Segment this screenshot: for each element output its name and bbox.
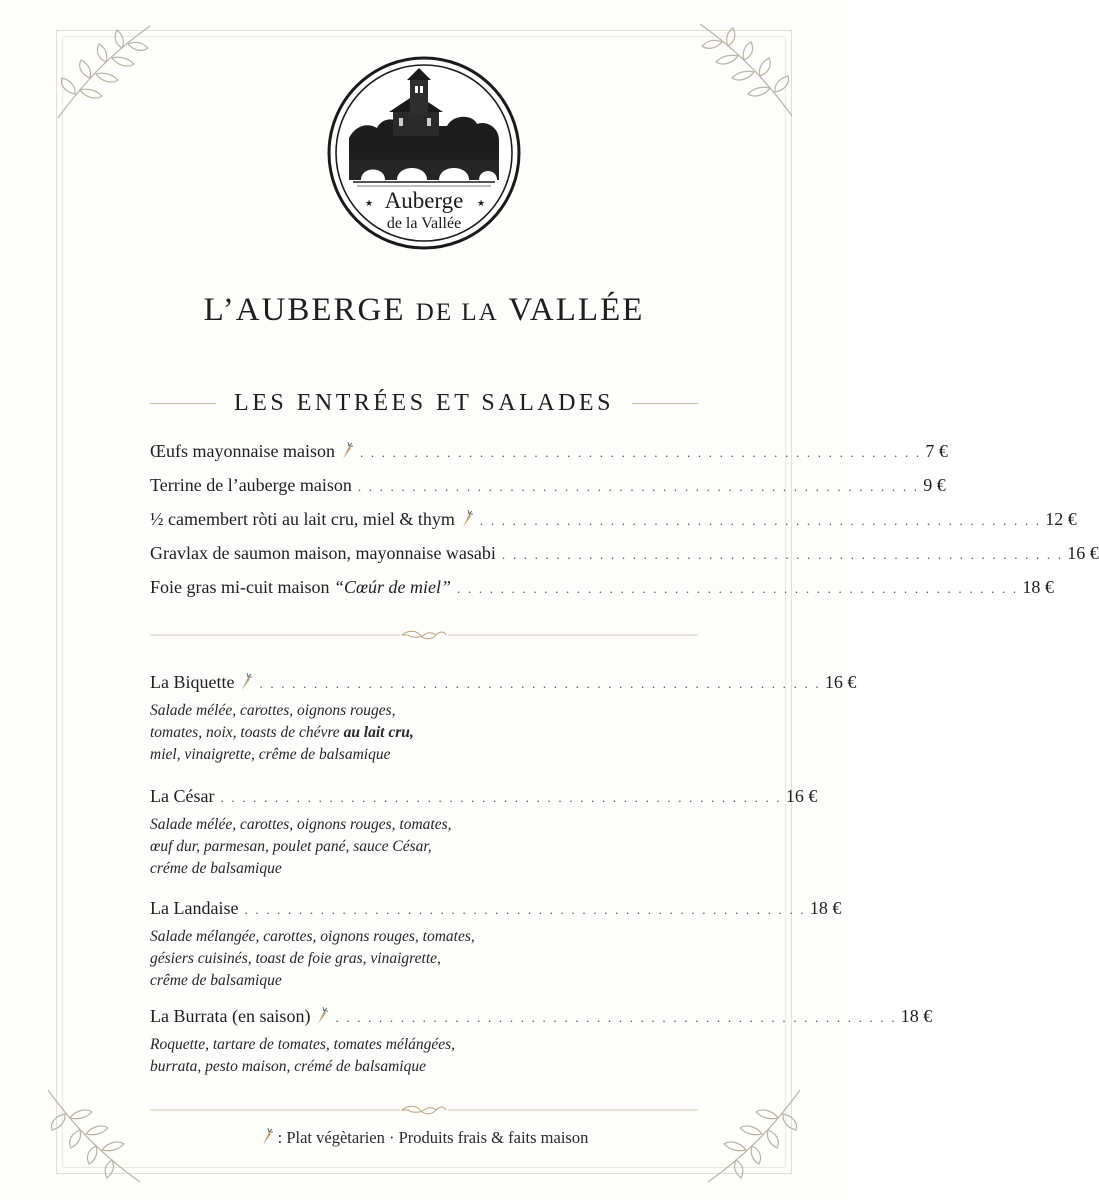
ornamental-divider	[150, 1104, 698, 1116]
title-part-3: VALLÉE	[508, 292, 645, 328]
item-name-text: La César	[150, 786, 215, 806]
heading-rule-right	[632, 403, 698, 404]
menu-item-salad	[150, 898, 842, 924]
page-title	[0, 292, 848, 329]
item-name	[150, 672, 253, 693]
leader-dots: . . . . . . . . . . . . . . . . . . . . . . . . . . . . . . . . . . . . . . . . . . . . . . . . . . . .	[335, 1010, 897, 1025]
item-name-text: La Burrata (en saison)	[150, 1006, 311, 1026]
item-name-text: La Landaise	[150, 898, 239, 918]
description-text: tomates, noix, toasts de chévre	[150, 724, 340, 741]
menu-item-entree	[150, 543, 1099, 569]
carrot-icon	[340, 442, 354, 460]
item-name	[150, 441, 354, 462]
item-name	[150, 1006, 329, 1027]
item-description	[150, 700, 570, 766]
item-price: 9 €	[923, 475, 946, 495]
item-price: 12 €	[1045, 509, 1077, 529]
item-description	[150, 926, 570, 992]
footer-text: : Plat végètarien · Produits frais & faits maison	[277, 1128, 589, 1147]
menu-item-entree	[150, 475, 946, 501]
carrot-icon	[315, 1007, 329, 1025]
item-name-text: Terrine de l’auberge maison	[150, 475, 352, 495]
ornamental-divider	[150, 629, 698, 641]
item-name-text: Œufs mayonnaise maison	[150, 441, 335, 461]
section-heading-text: LES ENTRÉES ET SALADES	[234, 389, 614, 416]
item-name	[150, 577, 451, 598]
leader-dots: . . . . . . . . . . . . . . . . . . . . . . . . . . . . . . . . . . . . . . . . . . . . . . . . . . . .	[357, 479, 920, 494]
svg-text:★: ★	[365, 199, 374, 209]
leader-dots: . . . . . . . . . . . . . . . . . . . . . . . . . . . . . . . . . . . . . . . . . . . . . . . . . . . .	[220, 790, 782, 805]
item-description	[150, 814, 570, 880]
carrot-icon	[260, 1128, 274, 1146]
menu-item-salad	[150, 1006, 933, 1032]
description-line: burrata, pesto maison, crémé de balsamique	[150, 1058, 426, 1075]
section-heading	[150, 388, 698, 418]
item-price: 16 €	[1067, 543, 1099, 563]
item-price: 16 €	[785, 786, 818, 806]
item-description	[150, 1034, 570, 1078]
laurel-branch-icon	[50, 18, 160, 128]
logo-text-line1: Auberge	[384, 188, 464, 213]
menu-item-salad	[150, 786, 818, 812]
svg-text:★: ★	[477, 199, 486, 209]
item-name	[150, 543, 496, 564]
description-line: Salade mélée, carottes, oignons rouges,	[150, 702, 396, 719]
item-price: 18 €	[900, 1006, 933, 1026]
description-line: gésiers cuisinés, toast de foie gras, vinaigrette,	[150, 950, 441, 967]
item-name-text: ½ camembert ròti au lait cru, miel & thym	[150, 509, 455, 529]
leader-dots: . . . . . . . . . . . . . . . . . . . . . . . . . . . . . . . . . . . . . . . . . . . . . . . . . . . .	[457, 581, 1019, 596]
description-line: Roquette, tartare de tomates, tomates mélángées,	[150, 1036, 456, 1053]
description-line	[150, 722, 570, 744]
menu-item-entree	[150, 577, 1054, 603]
item-price: 16 €	[824, 672, 857, 692]
leader-dots: . . . . . . . . . . . . . . . . . . . . . . . . . . . . . . . . . . . . . . . . . . . . . . . . . . . .	[501, 547, 1064, 562]
leader-dots: . . . . . . . . . . . . . . . . . . . . . . . . . . . . . . . . . . . . . . . . . . . . . . . . . . . .	[359, 445, 922, 460]
item-name-text: Foie gras mi-cuit maison	[150, 577, 334, 597]
item-name-text: La Biquette	[150, 672, 235, 692]
item-name-text: Gravlax de saumon maison, mayonnaise wasabi	[150, 543, 496, 563]
description-line: créme de balsamique	[150, 860, 282, 877]
restaurant-logo	[327, 56, 521, 250]
leader-dots: . . . . . . . . . . . . . . . . . . . . . . . . . . . . . . . . . . . . . . . . . . . . . . . . . . . .	[244, 902, 806, 917]
logo-text-line2: de la Vallée	[386, 215, 462, 232]
heading-rule-left	[150, 403, 216, 404]
menu-item-entree	[150, 441, 948, 467]
item-price: 18 €	[809, 898, 842, 918]
item-name	[150, 786, 214, 807]
menu-item-salad	[150, 672, 857, 698]
menu-item-entree	[150, 509, 1077, 535]
leader-dots: . . . . . . . . . . . . . . . . . . . . . . . . . . . . . . . . . . . . . . . . . . . . . . . . . . . .	[259, 676, 821, 691]
description-line: Salade mélée, carottes, oignons rouges, tomates,	[150, 816, 452, 833]
footer-legend	[0, 1128, 848, 1148]
description-line: œuf dur, parmesan, poulet pané, sauce César,	[150, 838, 432, 855]
item-price: 7 €	[925, 441, 948, 461]
laurel-branch-icon	[690, 16, 800, 126]
carrot-icon	[239, 673, 253, 691]
title-part-1: L’AUBERGE	[203, 292, 406, 328]
leader-dots: . . . . . . . . . . . . . . . . . . . . . . . . . . . . . . . . . . . . . . . . . . . . . . . . . . . .	[479, 513, 1042, 528]
item-name	[150, 475, 352, 496]
carrot-icon	[460, 510, 474, 528]
title-part-2: DE LA	[415, 299, 499, 326]
description-line: miel, vinaigrette, crême de balsamique	[150, 746, 391, 763]
item-price: 18 €	[1022, 577, 1054, 597]
description-line: Salade mélangée, carottes, oignons rouges, tomates,	[150, 928, 475, 945]
item-name	[150, 509, 474, 530]
description-line: crême de balsamique	[150, 972, 282, 989]
item-name	[150, 898, 238, 919]
description-bold: au lait cru,	[343, 724, 414, 741]
item-name-italic: “Cœúr de miel”	[333, 577, 452, 597]
